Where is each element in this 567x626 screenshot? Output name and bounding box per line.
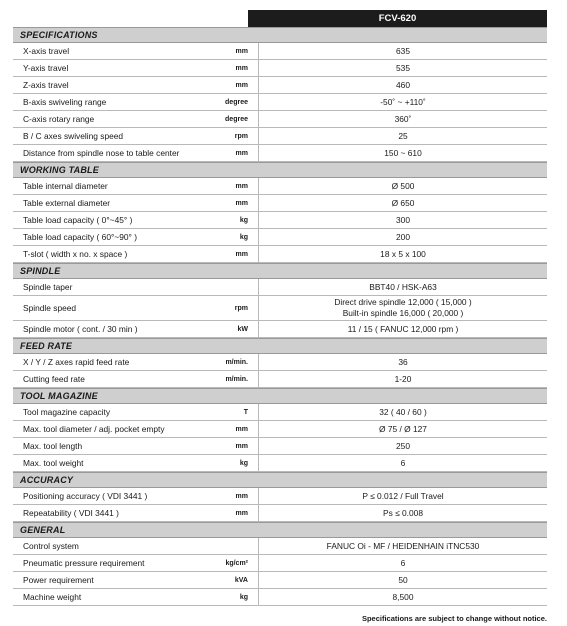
spec-label: Positioning accuracy ( VDI 3441 ) [23, 491, 148, 501]
spec-value [258, 572, 547, 588]
spec-unit: mm [235, 442, 248, 450]
section-header: ACCURACY [13, 472, 547, 488]
spec-value-line: Direct drive spindle 12,000 ( 15,000 ) [334, 297, 472, 307]
spec-value-line: 535 [396, 62, 410, 73]
section-header: SPINDLE [13, 263, 547, 279]
spec-value [258, 145, 547, 161]
spec-row [13, 77, 547, 94]
spec-value-line: 36 [398, 356, 408, 367]
spec-value [258, 212, 547, 228]
footnote: Specifications are subject to change without notice. [361, 614, 547, 623]
spec-value-line: -50˚ ~ +110˚ [380, 96, 426, 107]
spec-value [258, 128, 547, 144]
header-spacer [13, 10, 248, 27]
spec-unit: mm [235, 64, 248, 72]
spec-value [258, 505, 547, 521]
spec-body [13, 27, 547, 606]
spec-label: Machine weight [23, 592, 82, 602]
spec-label: B / C axes swiveling speed [23, 131, 124, 141]
spec-table [13, 10, 547, 606]
spec-value-line: 460 [396, 79, 410, 90]
spec-value [258, 94, 547, 110]
spec-unit: mm [235, 182, 248, 190]
spec-row [13, 128, 547, 145]
spec-label: Pneumatic pressure requirement [23, 558, 145, 568]
spec-value-line: 150 ~ 610 [384, 147, 422, 158]
spec-value-line: Ø 75 / Ø 127 [379, 423, 427, 434]
spec-value [258, 111, 547, 127]
spec-row [13, 279, 547, 296]
spec-row [13, 212, 547, 229]
spec-row [13, 404, 547, 421]
spec-label: T-slot ( width x no. x space ) [23, 249, 128, 259]
spec-value-line: 25 [398, 130, 408, 141]
spec-label: Table external diameter [23, 198, 111, 208]
spec-value [258, 371, 547, 387]
spec-value-line: 200 [396, 231, 410, 242]
spec-label: Max. tool length [23, 441, 83, 451]
spec-row [13, 455, 547, 472]
spec-label: Spindle speed [23, 303, 77, 313]
spec-label: Tool magazine capacity [23, 407, 111, 417]
spec-row [13, 60, 547, 77]
spec-value-line: 6 [400, 557, 406, 568]
spec-row [13, 555, 547, 572]
spec-row [13, 111, 547, 128]
spec-label: C-axis rotary range [23, 114, 95, 124]
model-name: FCV-620 [248, 10, 547, 27]
spec-label: Distance from spindle nose to table center [23, 148, 180, 158]
spec-unit [206, 538, 258, 554]
spec-row [13, 538, 547, 555]
spec-value-line: Built-in spindle 16,000 ( 20,000 ) [342, 308, 464, 318]
spec-value [258, 43, 547, 59]
spec-row [13, 145, 547, 162]
spec-unit: kW [237, 325, 248, 333]
spec-value-line: 635 [396, 45, 410, 56]
spec-label: Control system [23, 541, 79, 551]
spec-unit [206, 279, 258, 295]
spec-row [13, 421, 547, 438]
model-header [13, 10, 547, 27]
spec-unit: kg/cm² [225, 559, 248, 567]
spec-unit: mm [235, 199, 248, 207]
spec-unit: mm [235, 149, 248, 157]
spec-value-line: 18 x 5 x 100 [380, 248, 426, 259]
spec-row [13, 371, 547, 388]
spec-unit: mm [235, 492, 248, 500]
spec-label: Spindle motor ( cont. / 30 min ) [23, 324, 138, 334]
spec-unit: mm [235, 509, 248, 517]
spec-label: Repeatability ( VDI 3441 ) [23, 508, 119, 518]
spec-unit: m/min. [225, 375, 248, 383]
spec-value [258, 555, 547, 571]
spec-row [13, 246, 547, 263]
spec-value [258, 538, 547, 554]
spec-row [13, 321, 547, 338]
spec-value-line: 6 [400, 457, 406, 468]
spec-unit: kVA [234, 576, 248, 584]
spec-unit: rpm [234, 304, 248, 312]
spec-label: B-axis swiveling range [23, 97, 107, 107]
spec-value-line: 32 ( 40 / 60 ) [379, 406, 427, 417]
spec-value-line: 11 / 15 ( FANUC 12,000 rpm ) [347, 323, 459, 334]
spec-value [258, 246, 547, 262]
spec-value [258, 589, 547, 605]
spec-unit: kg [239, 459, 248, 467]
spec-value [258, 178, 547, 194]
spec-value [258, 455, 547, 471]
spec-unit: kg [239, 216, 248, 224]
section-header: FEED RATE [13, 338, 547, 354]
spec-value [258, 77, 547, 93]
spec-value [258, 296, 547, 320]
spec-value [258, 279, 547, 295]
spec-label: X-axis travel [23, 46, 70, 56]
section-header: WORKING TABLE [13, 162, 547, 178]
spec-row [13, 43, 547, 60]
spec-label: Max. tool weight [23, 458, 84, 468]
section-header: GENERAL [13, 522, 547, 538]
spec-row [13, 178, 547, 195]
spec-value [258, 60, 547, 76]
spec-value-line: 250 [396, 440, 410, 451]
spec-unit: m/min. [225, 358, 248, 366]
spec-value [258, 321, 547, 337]
spec-label: Table load capacity ( 0°~45° ) [23, 215, 133, 225]
spec-label: Max. tool diameter / adj. pocket empty [23, 424, 165, 434]
spec-unit: kg [239, 593, 248, 601]
spec-unit: mm [235, 47, 248, 55]
spec-unit: mm [235, 81, 248, 89]
spec-row [13, 354, 547, 371]
spec-row [13, 572, 547, 589]
spec-value-line: Ø 500 [391, 180, 415, 191]
spec-value-line: 1-20 [394, 373, 412, 384]
spec-value-line: 300 [396, 214, 410, 225]
spec-unit: kg [239, 233, 248, 241]
spec-unit: mm [235, 425, 248, 433]
spec-value-line: Ø 650 [391, 197, 415, 208]
section-header: SPECIFICATIONS [13, 27, 547, 43]
spec-unit: rpm [234, 132, 248, 140]
spec-row [13, 296, 547, 321]
spec-value [258, 404, 547, 420]
spec-value [258, 438, 547, 454]
spec-value-line: BBT40 / HSK-A63 [369, 281, 437, 292]
spec-value-line: P ≤ 0.012 / Full Travel [362, 490, 444, 501]
spec-row [13, 94, 547, 111]
spec-value [258, 421, 547, 437]
spec-label: Z-axis travel [23, 80, 69, 90]
spec-label: X / Y / Z axes rapid feed rate [23, 357, 130, 367]
spec-label: Table internal diameter [23, 181, 108, 191]
spec-unit: mm [235, 250, 248, 258]
spec-label: Power requirement [23, 575, 94, 585]
section-header: TOOL MAGAZINE [13, 388, 547, 404]
spec-value [258, 354, 547, 370]
spec-value-line: 360˚ [394, 113, 412, 124]
spec-value-line: FANUC Oi - MF / HEIDENHAIN iTNC530 [326, 540, 480, 551]
spec-unit: degree [225, 98, 248, 106]
spec-row [13, 195, 547, 212]
spec-row [13, 589, 547, 606]
spec-value [258, 229, 547, 245]
spec-row [13, 488, 547, 505]
spec-label: Y-axis travel [23, 63, 69, 73]
spec-row [13, 505, 547, 522]
spec-label: Spindle taper [23, 282, 73, 292]
spec-label: Table load capacity ( 60°~90° ) [23, 232, 138, 242]
spec-unit: degree [225, 115, 248, 123]
spec-value-line: 8,500 [392, 591, 414, 602]
spec-label: Cutting feed rate [23, 374, 85, 384]
spec-row [13, 229, 547, 246]
spec-unit: T [243, 408, 248, 416]
spec-value-line: 50 [398, 574, 408, 585]
spec-value [258, 195, 547, 211]
spec-value-line: Ps ≤ 0.008 [383, 507, 423, 518]
spec-row [13, 438, 547, 455]
spec-value [258, 488, 547, 504]
